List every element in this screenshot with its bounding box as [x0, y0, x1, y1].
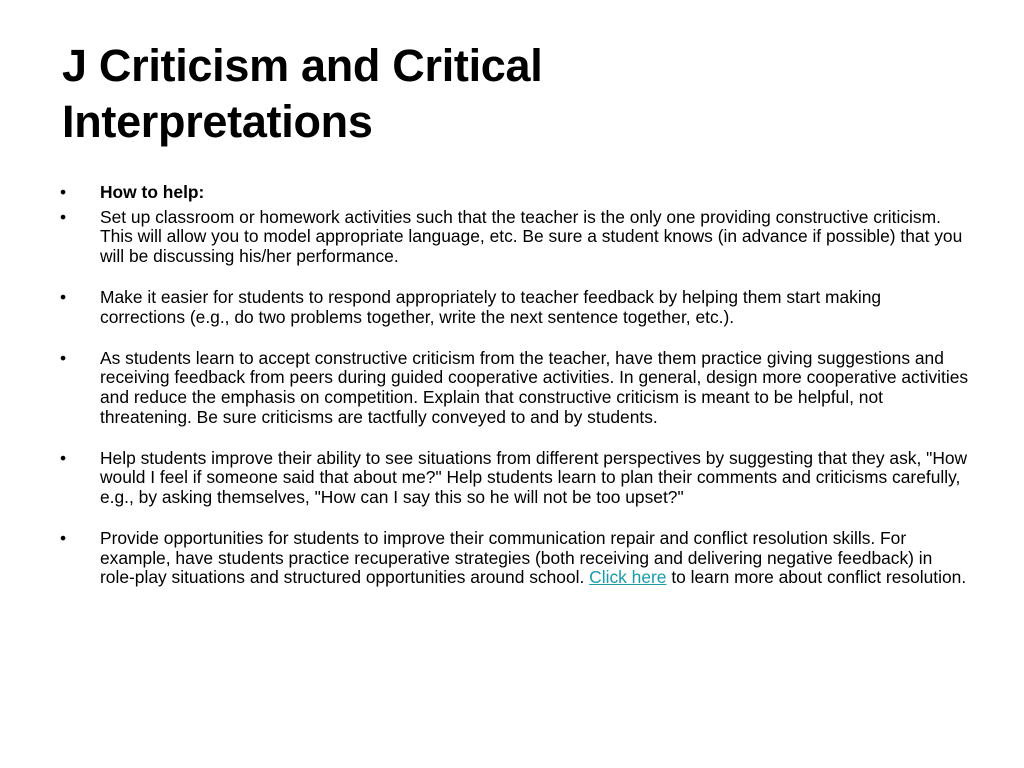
slide-title — [62, 38, 962, 150]
bullet-item-peer-feedback — [60, 349, 970, 427]
bullet-item-conflict-resolution — [60, 529, 970, 588]
bullet-dot-icon: • — [60, 447, 67, 468]
bullet-item-perspectives — [60, 449, 970, 508]
click-here-link[interactable]: Click here — [589, 567, 667, 588]
slide-title-line-2: Interpretations — [62, 96, 373, 147]
bullet-item-how-to-help — [60, 183, 970, 203]
bullet-text: Make it easier for students to respond appropriately to teacher feedback by helping them start making corrections (e.g., do two problems together, write the next sentence together, etc.). — [100, 286, 882, 327]
bullet-dot-icon: • — [60, 206, 67, 227]
bullet-item-classroom-activities — [60, 208, 970, 267]
bullet-text: Help students improve their ability to see situations from different perspectives by suggesting that they ask, "How would I feel if someone said that about me?" Help students learn to plan their comments and criticisms carefully, e.g., by asking themselves, "How can I say this so he will not be too upset?" — [100, 447, 968, 507]
bullet-text-before-link: Provide opportunities for students to improve their communication repair and conflict resolution skills. For example, have students practice recuperative strategies (both receiving and delivering negative feedback) in role-play situations and structured opportunities around school. — [100, 528, 933, 588]
bullet-text: As students learn to accept constructive criticism from the teacher, have them practice giving suggestions and receiving feedback from peers during guided cooperative activities. In general, design more cooperative activities and reduce the emphasis on competition. Explain that constructive criticism is meant to be helpful, not threatening. Be sure criticisms are tactfully conveyed to and by students. — [100, 347, 969, 427]
bullet-item-teacher-feedback — [60, 288, 970, 327]
bullet-dot-icon: • — [60, 182, 67, 202]
slide-title-line-1: J Criticism and Critical — [62, 40, 543, 91]
bullet-dot-icon: • — [60, 286, 67, 307]
bullet-heading: How to help: — [100, 182, 205, 202]
bullet-dot-icon: • — [60, 347, 67, 368]
bullet-text: Set up classroom or homework activities such that the teacher is the only one providing constructive criticism. This will allow you to model appropriate language, etc. Be sure a student knows (in advance if possible) that you will be discussing his/her performance. — [100, 206, 963, 266]
bullet-list — [60, 183, 970, 588]
bullet-dot-icon: • — [60, 528, 67, 549]
bullet-text-after-link: to learn more about conflict resolution. — [666, 567, 967, 588]
